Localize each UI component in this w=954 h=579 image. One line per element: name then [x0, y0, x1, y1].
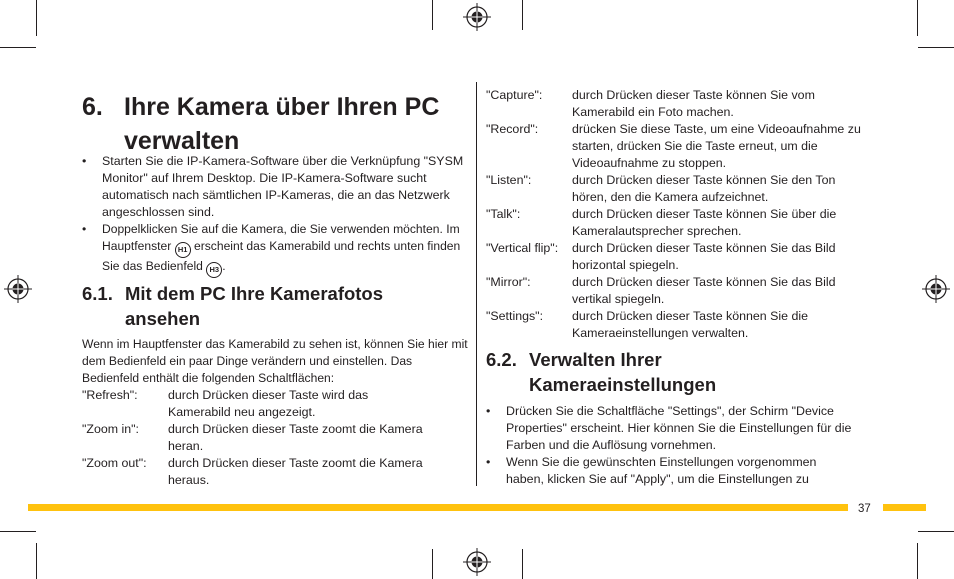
- list-item-text: Starten Sie die IP-Kamera-Software über die Verknüpfung "SYSM Monitor" auf Ihrem Desktop. Die IP-Kamera-Software sucht automatisch nach sämtlichen IP-Kameras, die an das Netzwerk angeschlossen sind.: [102, 154, 464, 219]
- section-title-line-1: Verwalten Ihrer: [529, 349, 662, 370]
- list-item-text: erscheint das Kamerabild und rechts unten: [194, 239, 424, 253]
- bullet-symbol: •: [486, 455, 491, 469]
- button-description: durch Drücken dieser Taste können Sie den Ton hören, den die Kamera aufzeichnet.: [572, 173, 836, 204]
- registration-mark-icon: [463, 548, 491, 576]
- button-name: "Zoom out":: [82, 456, 147, 470]
- button-name: "Mirror":: [486, 275, 531, 289]
- button-description-row: [82, 455, 470, 489]
- list-item: [486, 454, 876, 488]
- button-description-row: [82, 421, 470, 455]
- h1-marker-icon: H1: [175, 242, 191, 258]
- bullet-symbol: •: [486, 404, 491, 418]
- button-description-row: [486, 274, 876, 308]
- button-name: "Refresh":: [82, 388, 138, 402]
- crop-mark: [36, 0, 37, 36]
- button-description-row: [82, 387, 470, 421]
- registration-mark-icon: [463, 3, 491, 31]
- crop-mark: [522, 549, 523, 579]
- button-description-row: [486, 172, 876, 206]
- page-number: 37: [858, 503, 871, 515]
- crop-mark: [918, 531, 954, 532]
- crop-mark: [522, 0, 523, 30]
- list-item-text: Im Hauptfenster: [102, 222, 460, 253]
- button-description-row: [486, 121, 876, 172]
- button-description: drücken Sie diese Taste, um eine Videoaufnahme zu starten, drücken Sie die Taste erneut, um die Videoaufnahme zu stoppen.: [572, 122, 861, 170]
- list-item: [82, 153, 470, 221]
- crop-mark: [917, 543, 918, 579]
- list-item: [486, 403, 876, 454]
- footer-bar: [883, 504, 926, 511]
- section-6-1-intro: Wenn im Hauptfenster das Kamerabild zu sehen ist, können Sie hier mit dem Bedienfeld ein paar Dinge verändern und einstellen. Das Bedienfeld enthält die folgenden Schaltflächen:: [82, 337, 468, 385]
- list-item-text: Doppelklicken Sie auf die Kamera, die Sie verwenden möchten.: [102, 222, 443, 236]
- crop-mark: [0, 531, 36, 532]
- button-description: durch Drücken dieser Taste können Sie das Bild horizontal spiegeln.: [572, 241, 836, 272]
- crop-mark: [432, 0, 433, 30]
- button-name: "Capture":: [486, 88, 543, 102]
- crop-mark: [432, 549, 433, 579]
- button-name: "Talk":: [486, 207, 521, 221]
- section-number: 6.1.: [82, 283, 113, 304]
- button-description-row: [486, 87, 876, 121]
- button-description-row: [486, 240, 876, 274]
- bullet-symbol: •: [82, 154, 87, 168]
- h3-marker-icon: H3: [206, 262, 222, 278]
- list-item-text: Wenn Sie die gewünschten Einstellungen vorgenommen haben, klicken Sie auf "Apply", um die Einstellungen zu: [506, 455, 817, 486]
- button-name: "Vertical flip":: [486, 241, 559, 255]
- list-item-text: Drücken Sie die Schaltfläche "Settings", der Schirm "Device Properties" erscheint. Hier können Sie die Einstellungen für die Farben und die Auflösung vornehmen.: [506, 404, 852, 452]
- crop-mark: [0, 47, 36, 48]
- bullet-symbol: •: [82, 222, 87, 236]
- footer-bar: [28, 504, 848, 511]
- column-divider: [476, 82, 477, 486]
- button-description: durch Drücken dieser Taste wird das Kamerabild neu angezeigt.: [168, 388, 369, 419]
- button-name: "Settings":: [486, 309, 544, 323]
- section-title-line-2: Kameraeinstellungen: [529, 374, 717, 395]
- button-list-right: [486, 87, 876, 342]
- button-description: durch Drücken dieser Taste zoomt die Kamera heraus.: [168, 456, 423, 487]
- section-number: 6.2.: [486, 349, 517, 370]
- registration-mark-icon: [4, 275, 32, 303]
- button-list-left: [82, 387, 470, 489]
- button-description: durch Drücken dieser Taste können Sie über die Kameralautsprecher sprechen.: [572, 207, 837, 238]
- crop-mark: [917, 0, 918, 36]
- list-item: [82, 221, 470, 278]
- button-name: "Record":: [486, 122, 539, 136]
- button-description-row: [486, 206, 876, 240]
- button-description: durch Drücken dieser Taste können Sie die Kameraeinstellungen verwalten.: [572, 309, 809, 340]
- section-6-2-bullet-list: [486, 403, 876, 488]
- section-number: 6.: [82, 93, 103, 121]
- button-name: "Zoom in":: [82, 422, 139, 436]
- button-description-row: [486, 308, 876, 342]
- section-6-bullet-list: [82, 153, 470, 278]
- registration-mark-icon: [922, 275, 950, 303]
- button-description: durch Drücken dieser Taste zoomt die Kamera heran.: [168, 422, 423, 453]
- crop-mark: [918, 47, 954, 48]
- button-name: "Listen":: [486, 173, 532, 187]
- button-description: durch Drücken dieser Taste können Sie das Bild vertikal spiegeln.: [572, 275, 836, 306]
- list-item-text: finden Sie das Bedienfeld: [102, 239, 461, 273]
- section-title: Mit dem PC Ihre Kamerafotos ansehen: [125, 283, 384, 329]
- section-title: Ihre Kamera über Ihren PC verwalten: [124, 93, 440, 155]
- list-item-text: .: [222, 259, 226, 273]
- button-description: durch Drücken dieser Taste können Sie vom Kamerabild ein Foto machen.: [572, 88, 815, 119]
- crop-mark: [36, 543, 37, 579]
